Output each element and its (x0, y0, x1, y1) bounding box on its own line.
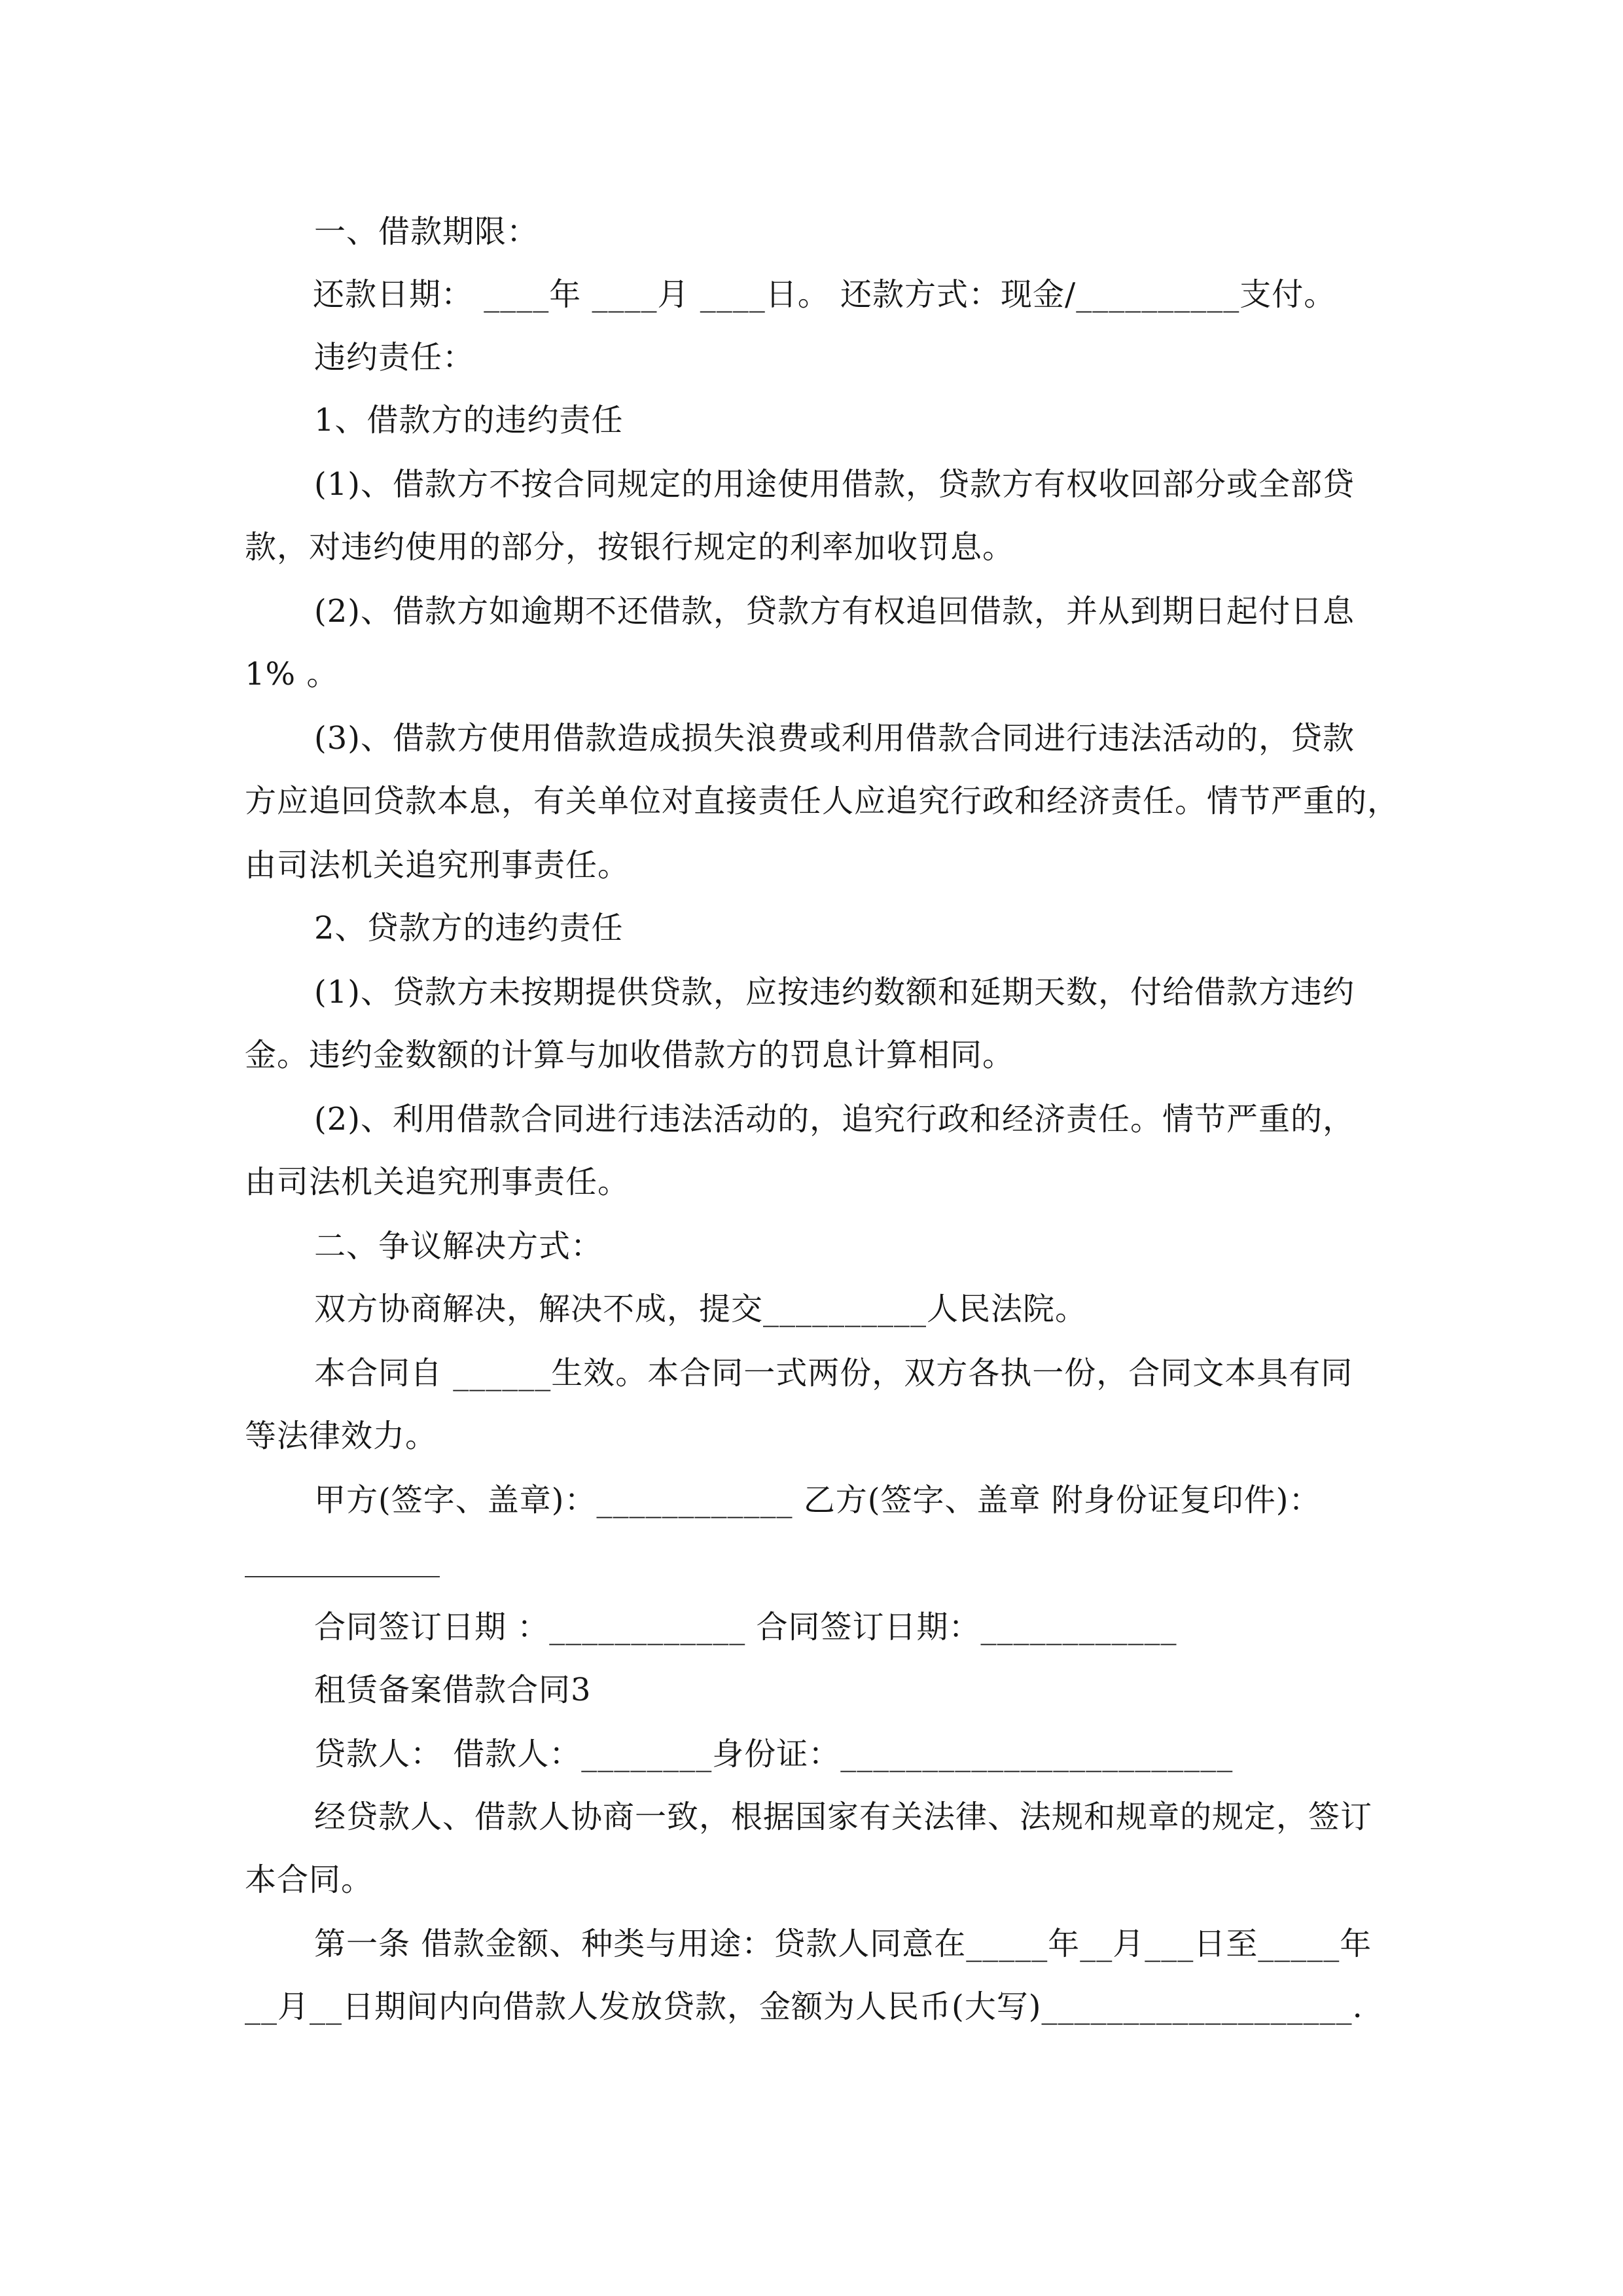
preamble-paragraph: 经贷款人、借款人协商一致，根据国家有关法律、法规和规章的规定，签订 (314, 1799, 1373, 1835)
clause-paragraph: 由司法机关追究刑事责任。 (245, 1164, 630, 1200)
parties-line: 贷款人： 借款人：________身份证：________________________ (314, 1736, 1234, 1772)
clause-paragraph: 1% 。 (245, 656, 339, 692)
clause-paragraph: (2)、利用借款合同进行违法活动的，追究行政和经济责任。情节严重的， (314, 1101, 1355, 1138)
clause-paragraph: (3)、借款方使用借款造成损失浪费或利用借款合同进行违法活动的，贷款 (314, 720, 1355, 757)
clause-paragraph: 方应追回贷款本息，有关单位对直接责任人应追究行政和经济责任。情节严重的， (245, 783, 1400, 819)
article-one: __月__日期间内向借款人发放贷款，金额为人民币(大写)___________________. (245, 1988, 1363, 2025)
repayment-date-line: 还款日期： ____年 ____月 ____日。 还款方式：现金/__________支付。 (313, 276, 1336, 313)
preamble-paragraph: 本合同。 (245, 1861, 374, 1898)
clause-paragraph: (1)、借款方不按合同规定的用途使用借款，贷款方有权收回部分或全部贷 (314, 466, 1355, 503)
contract-title: 租赁备案借款合同3 (314, 1672, 592, 1708)
clause-paragraph: (2)、借款方如逾期不还借款，贷款方有权追回借款，并从到期日起付日息 (314, 593, 1355, 630)
clause-paragraph: 由司法机关追究刑事责任。 (245, 847, 630, 884)
effective-clause: 本合同自 ______生效。本合同一式两份，双方各执一份，合同文本具有同 (314, 1355, 1353, 1391)
borrower-liability-heading: 1、借款方的违约责任 (314, 402, 624, 439)
lender-liability-heading: 2、贷款方的违约责任 (314, 910, 624, 946)
signature-blank-rule (245, 1576, 440, 1577)
signature-line: 甲方(签字、盖章)：____________ 乙方(签字、盖章 附身份证复印件)： (314, 1482, 1321, 1518)
dispute-court-line: 双方协商解决，解决不成，提交__________人民法院。 (314, 1291, 1088, 1327)
clause-paragraph: (1)、贷款方未按期提供贷款，应按违约数额和延期天数，付给借款方违约 (314, 974, 1355, 1011)
section-heading-loan-term: 一、借款期限： (314, 213, 539, 250)
article-one: 第一条 借款金额、种类与用途：贷款人同意在_____年__月___日至_____年 (314, 1926, 1372, 1962)
effective-clause: 等法律效力。 (245, 1418, 438, 1454)
breach-liability-heading: 违约责任： (314, 339, 475, 376)
clause-paragraph: 金。违约金数额的计算与加收借款方的罚息计算相同。 (245, 1037, 1015, 1073)
signing-date-line: 合同签订日期 ：____________ 合同签订日期：____________ (314, 1609, 1177, 1645)
section-heading-dispute: 二、争议解决方式： (314, 1228, 603, 1265)
clause-paragraph: 款，对违约使用的部分，按银行规定的利率加收罚息。 (245, 529, 1015, 565)
